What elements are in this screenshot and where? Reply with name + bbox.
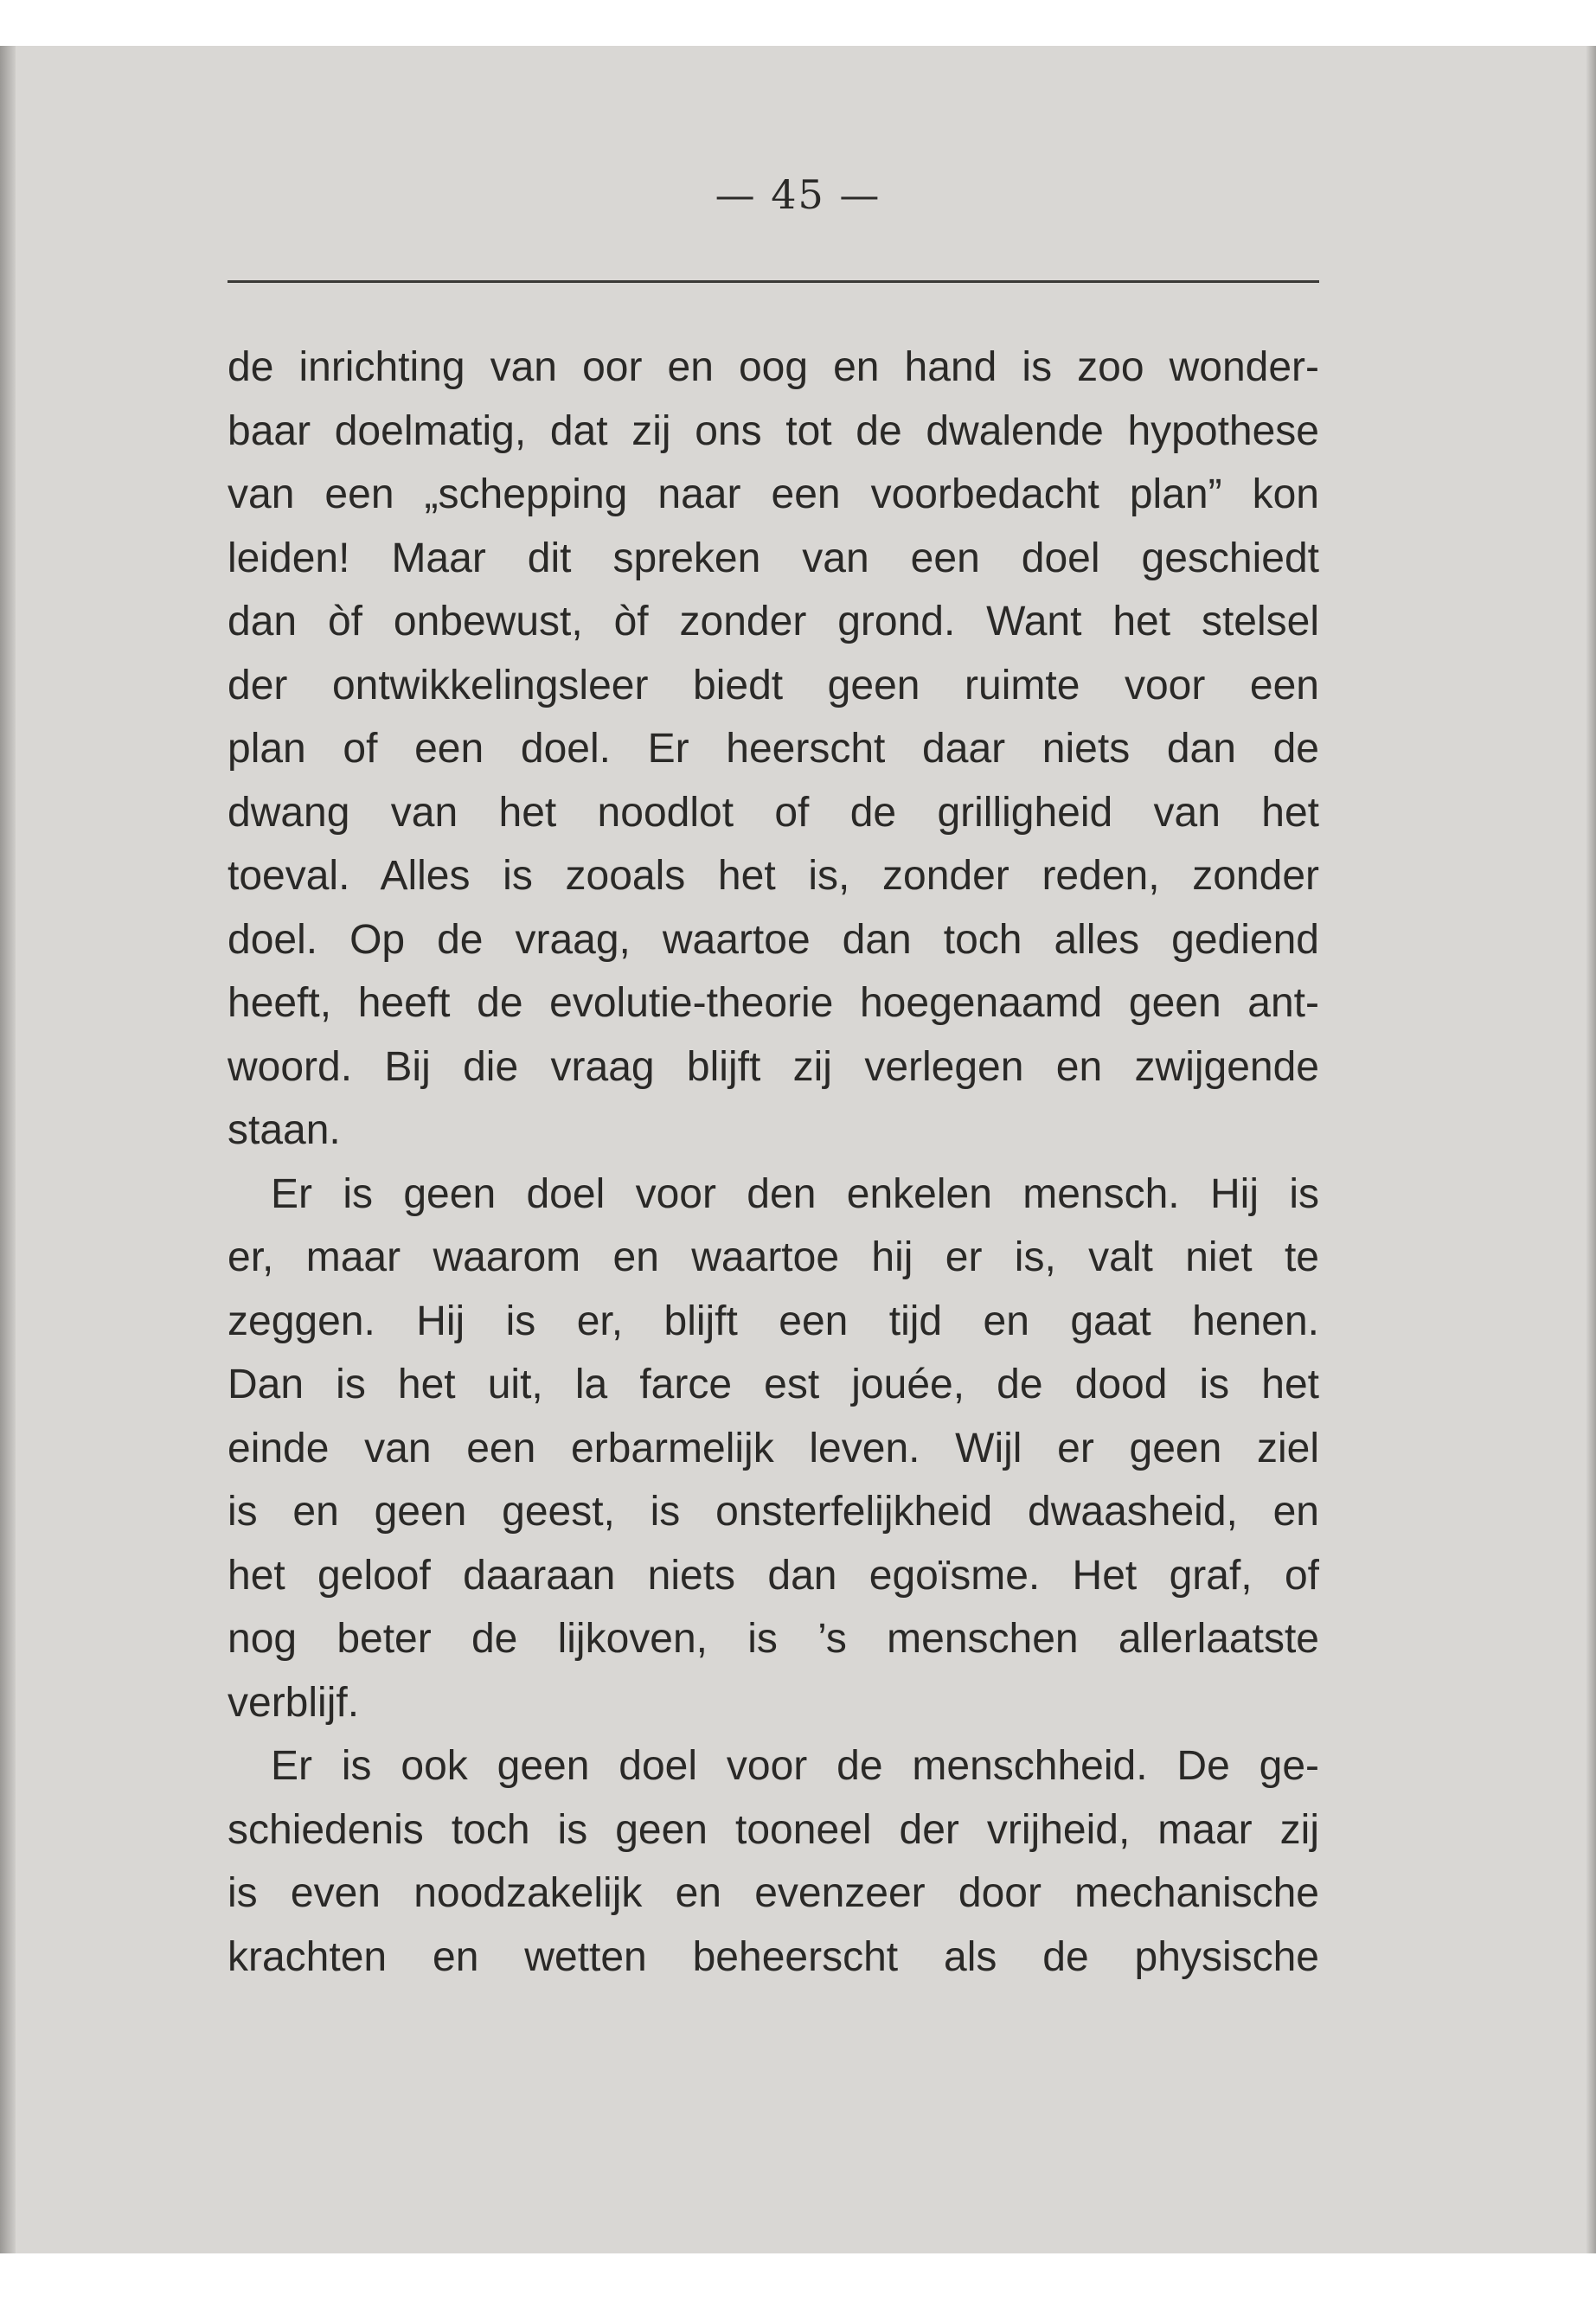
text-line: leiden! Maar dit spreken van een doel geschiedt (228, 535, 1319, 581)
text-line: schiedenis toch is geen tooneel der vrijheid, maar zij (228, 1806, 1319, 1853)
text-line: is even noodzakelijk en evenzeer door mechanische (228, 1870, 1319, 1916)
text-line: baar doelmatig, dat zij ons tot de dwalende hypothese (228, 407, 1319, 454)
page-edge-shadow (1586, 46, 1596, 2253)
text-line: het geloof daaraan niets dan egoïsme. Het graf, of (228, 1552, 1319, 1599)
text-line: staan. (228, 1107, 341, 1153)
page-binding-shadow (0, 46, 16, 2253)
text-line: nog beter de lijkoven, is ’s menschen allerlaatste (228, 1616, 1319, 1662)
text-line: dan òf onbewust, òf zonder grond. Want het stelsel (228, 599, 1319, 644)
text-line: zeggen. Hij is er, blijft een tijd en gaat henen. (228, 1298, 1319, 1344)
text-line: heeft, heeft de evolutie-theorie hoegenaamd geen ant- (228, 980, 1319, 1026)
text-line: dwang van het noodlot of de grilligheid van het (228, 789, 1319, 836)
text-line: einde van een erbarmelijk leven. Wijl er geen ziel (228, 1425, 1319, 1471)
paragraph-start-line: Er is geen doel voor den enkelen mensch. Hij is (271, 1170, 1319, 1217)
text-line: van een „schepping naar een voorbedacht plan” kon (228, 471, 1319, 517)
text-line: der ontwikkelingsleer biedt geen ruimte voor een (228, 662, 1319, 708)
text-line: er, maar waarom en waartoe hij er is, valt niet te (228, 1234, 1319, 1280)
page-number: — 45 — (715, 171, 881, 218)
text-line: de inrichting van oor en oog en hand is zoo wonder- (228, 344, 1319, 390)
text-line: is en geen geest, is onsterfelijkheid dwaasheid, en (228, 1489, 1319, 1535)
paragraph-start-line: Er is ook geen doel voor de menschheid. De ge- (271, 1743, 1319, 1789)
text-line: Dan is het uit, la farce est jouée, de dood is het (228, 1362, 1319, 1407)
text-line: krachten en wetten beheerscht als de physische (228, 1933, 1319, 1980)
body-text (228, 336, 1319, 1989)
text-line: doel. Op de vraag, waartoe dan toch alles gediend (228, 916, 1319, 963)
text-line: verblijf. (228, 1679, 360, 1726)
scanned-page (0, 46, 1596, 2253)
text-line: plan of een doel. Er heerscht daar niets dan de (228, 726, 1319, 772)
text-line: woord. Bij die vraag blijft zij verlegen en zwijgende (228, 1043, 1319, 1090)
header-rule (228, 280, 1319, 283)
text-line: toeval. Alles is zooals het is, zonder reden, zonder (228, 853, 1319, 899)
